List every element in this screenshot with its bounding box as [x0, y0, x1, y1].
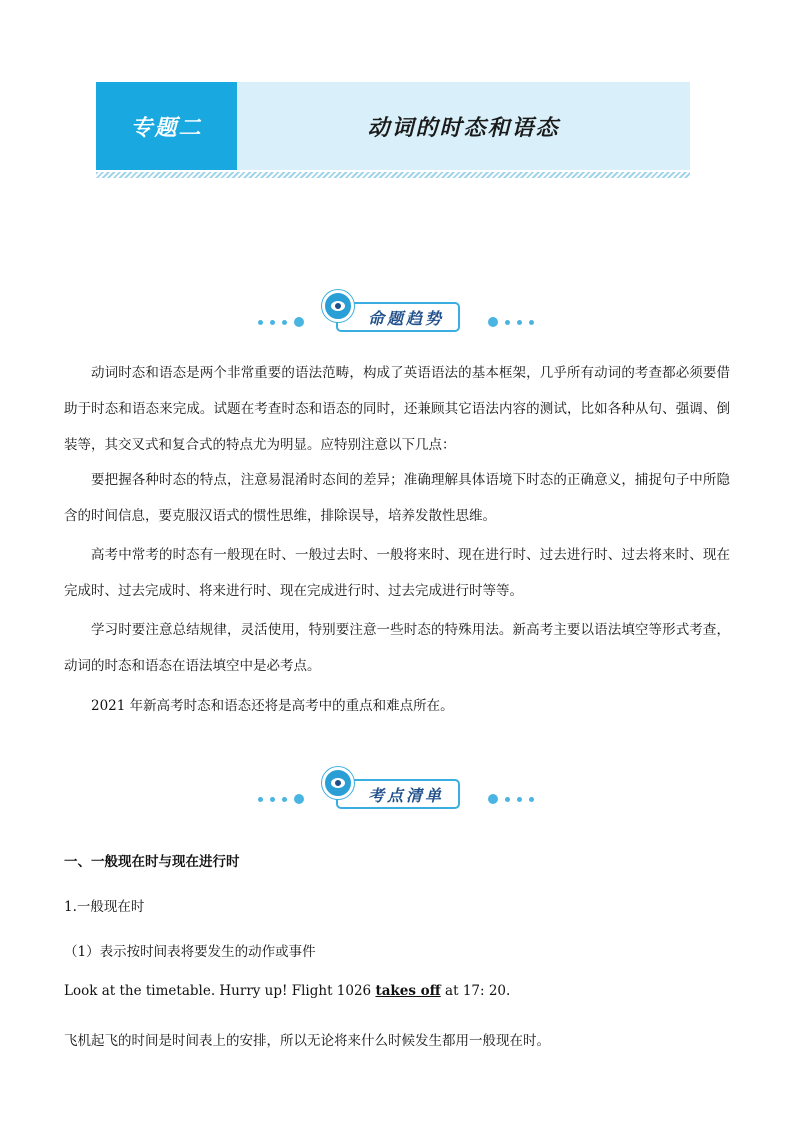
- section-header-checklist: [258, 773, 534, 813]
- paragraph: 动词时态和语态是两个非常重要的语法范畴，构成了英语语法的基本框架，几乎所有动词的考查都必须要借助于时态和语态来完成。试题在考查时态和语态的同时，还兼顾其它语法内容的测试，比如各种从句、强调、倒装等，其交叉式和复合式的特点尤为明显。应特别注意以下几点：: [64, 365, 730, 453]
- section-header-trend: [258, 296, 534, 336]
- title-banner: [96, 82, 690, 170]
- decor-dots-left: [258, 795, 304, 803]
- subheading: 1.一般现在时: [64, 899, 145, 915]
- paragraph: 要把握各种时态的特点，注意易混淆时态间的差异；准确理解具体语境下时态的正确意义，捕捉句子中所隐含的时间信息，要克服汉语式的惯性思维，排除误导，培养发散性思维。: [64, 472, 730, 524]
- section-title: 命题趋势: [367, 308, 444, 328]
- decor-dots-right: [488, 795, 534, 803]
- paragraph: 高考中常考的时态有一般现在时、一般过去时、一般将来时、现在进行时、过去进行时、过去将来时、现在完成时、过去完成时、将来进行时、现在完成进行时、过去完成进行时等等。: [64, 547, 730, 599]
- example-text: Look at the timetable. Hurry up! Flight 1026: [64, 983, 376, 999]
- paragraph: 学习时要注意总结规律，灵活使用，特别要注意一些时态的特殊用法。新高考主要以语法填空等形式考查，动词的时态和语态在语法填空中是必考点。: [64, 622, 730, 674]
- topic-number-block: [96, 82, 237, 170]
- decor-dots-left: [258, 318, 304, 326]
- topic-title-block: [237, 82, 690, 170]
- example-keyword: takes off: [375, 983, 441, 999]
- eye-icon: [322, 290, 354, 322]
- eye-icon: [322, 767, 354, 799]
- decor-dots-right: [488, 318, 534, 326]
- banner-divider: [96, 172, 690, 178]
- section-title: 考点清单: [367, 785, 444, 805]
- section-pill: [336, 779, 460, 809]
- explanation: 飞机起飞的时间是时间表上的安排，所以无论将来什么时候发生都用一般现在时。: [64, 1033, 550, 1049]
- topic-title: 动词的时态和语态: [367, 115, 560, 141]
- list-item: （1）表示按时间表将要发生的动作或事件: [64, 944, 316, 960]
- example-text: at 17: 20.: [440, 983, 511, 999]
- paragraph: 2021 年新高考时态和语态还将是高考中的重点和难点所在。: [91, 698, 454, 714]
- section-heading: 一、一般现在时与现在进行时: [64, 854, 240, 870]
- example-sentence: [64, 983, 510, 999]
- section-pill: [336, 302, 460, 332]
- topic-number: 专题二: [130, 115, 203, 141]
